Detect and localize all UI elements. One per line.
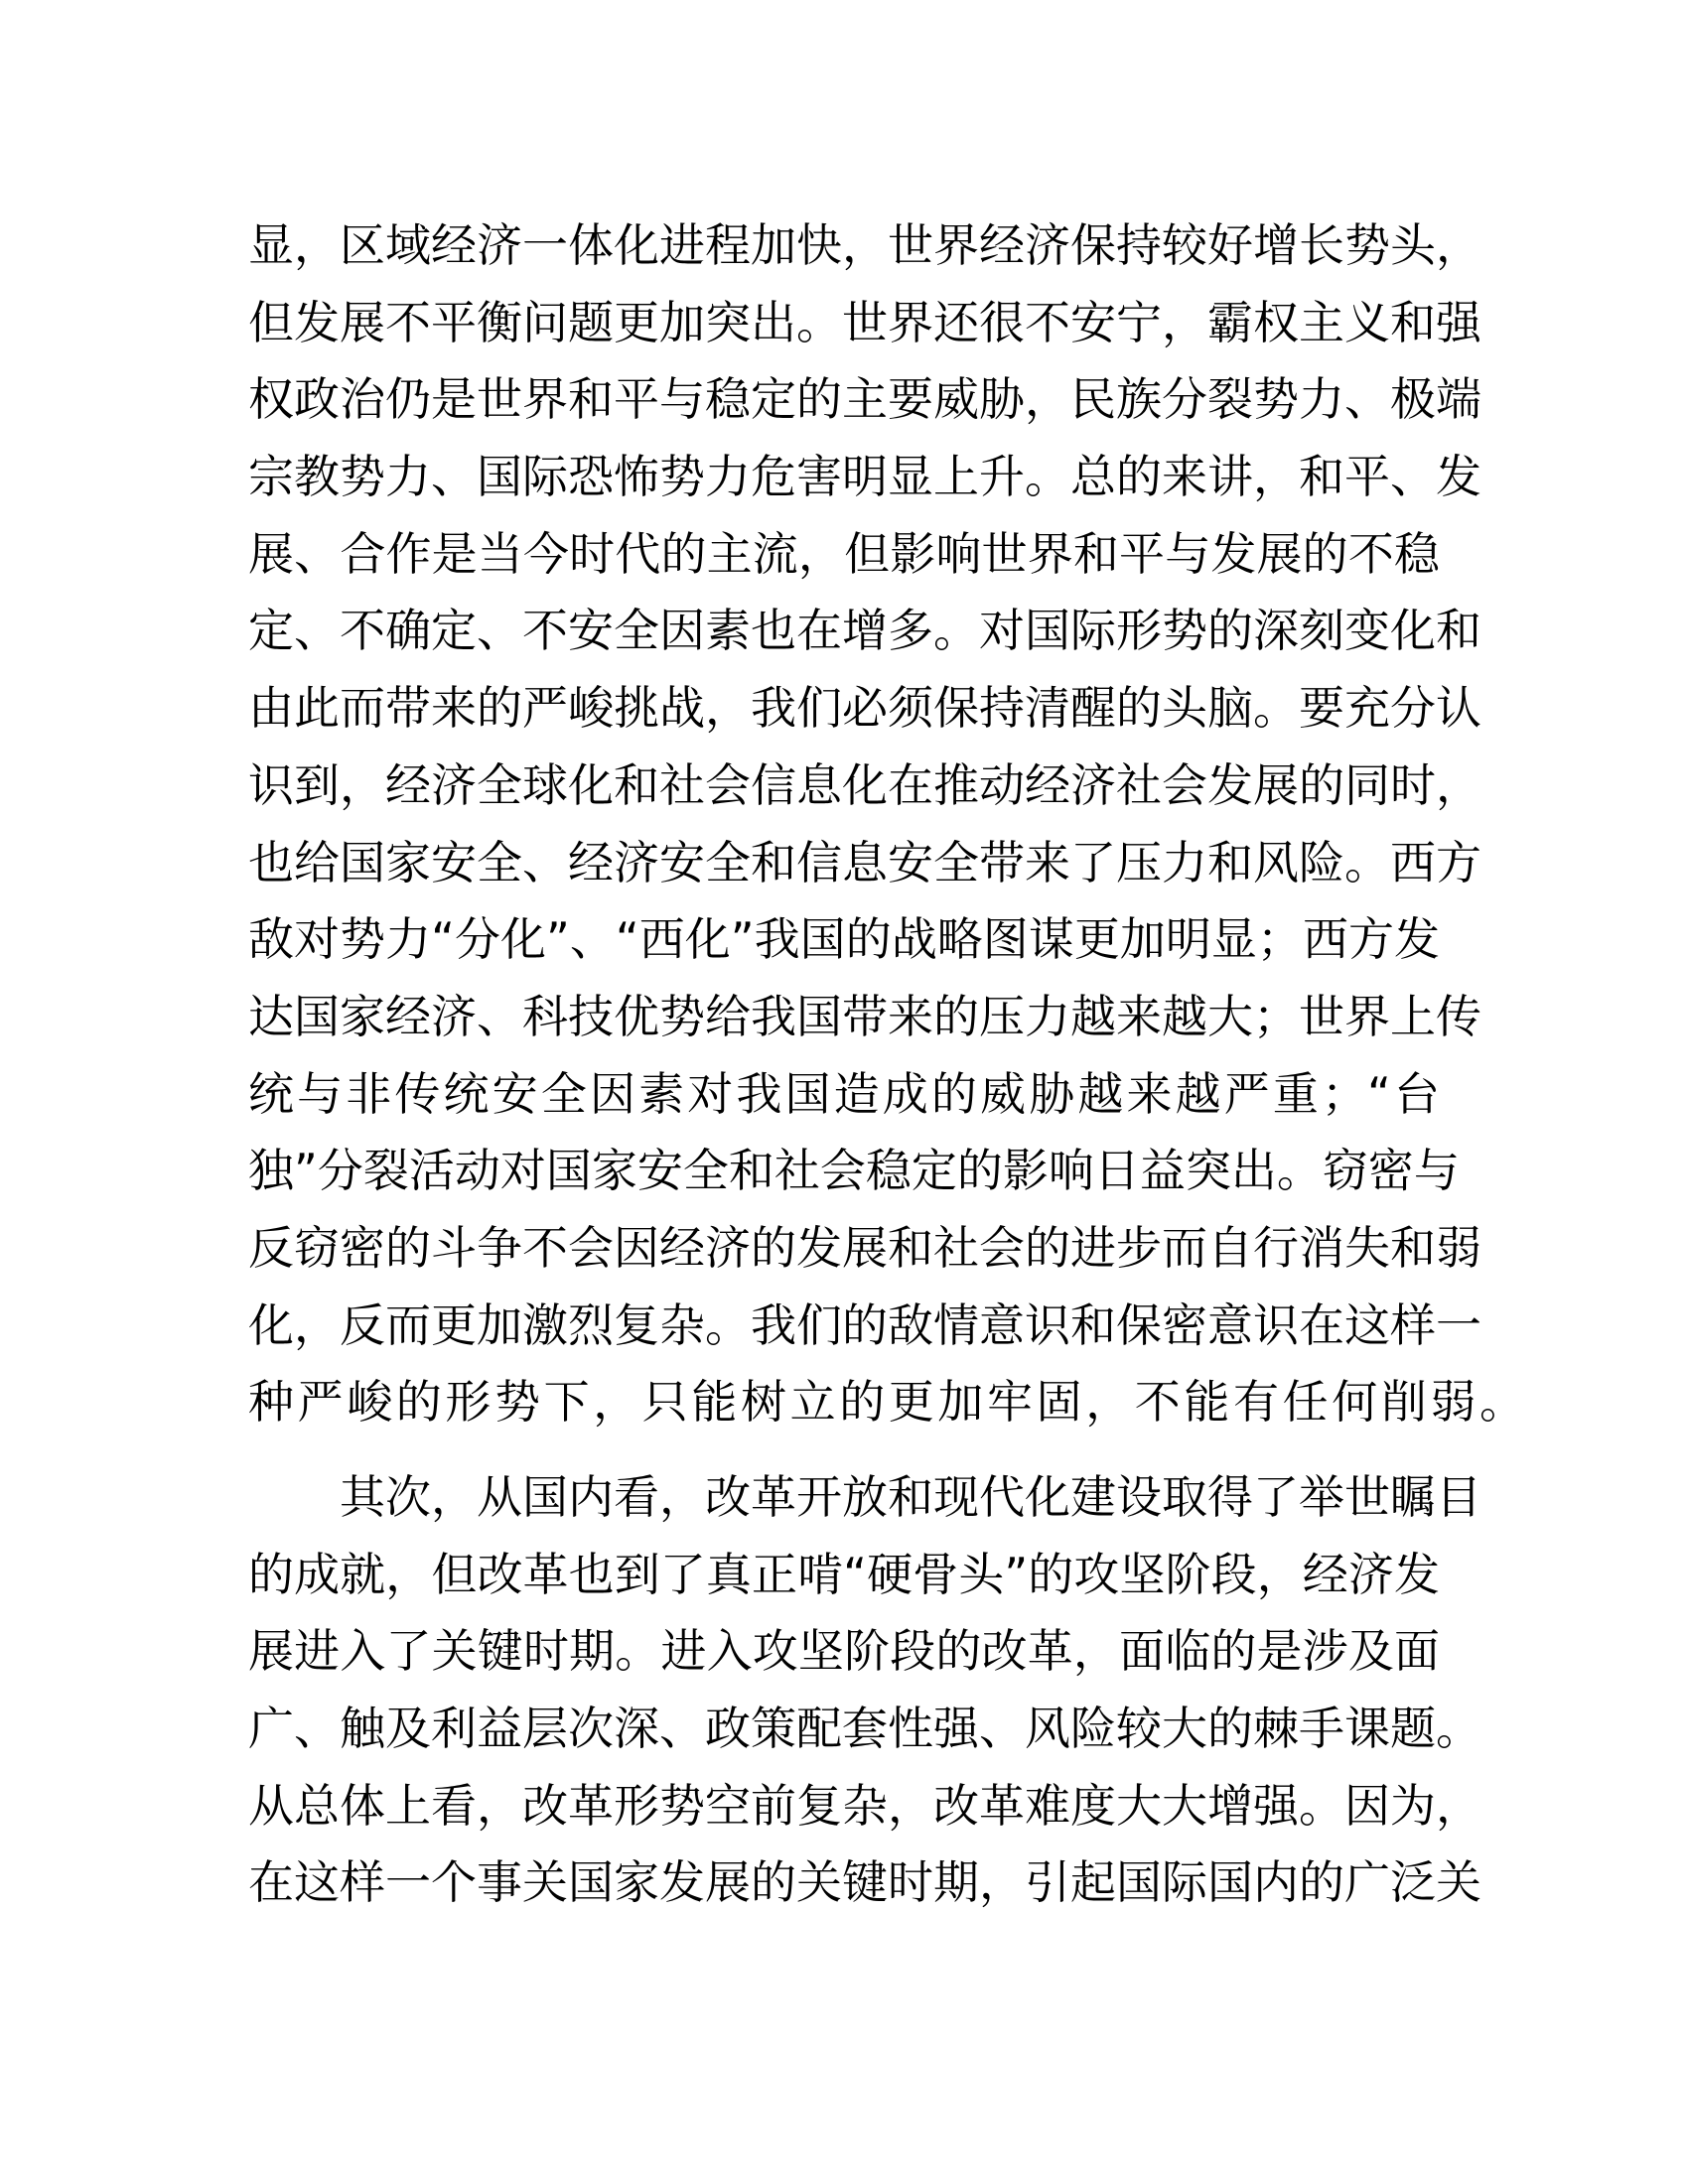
document-page (248, 216, 1529, 1931)
text-line: 识到，经济全球化和社会信息化在推动经济社会发展的同时， (248, 757, 1481, 812)
text-line: 广、触及利益层次深、政策配套性强、风险较大的棘手课题。 (248, 1702, 1481, 1756)
text-line: 但发展不平衡问题更加突出。世界还很不安宁，霸权主义和强 (248, 295, 1481, 349)
text-line: 反窃密的斗争不会因经济的发展和社会的进步而自行消失和弱 (248, 1220, 1481, 1275)
text-line: 定、不确定、不安全因素也在增多。对国际形势的深刻变化和 (248, 604, 1481, 658)
text-line: 在这样一个事关国家发展的关键时期，引起国际国内的广泛关 (248, 1855, 1481, 1910)
text-line: 展进入了关键时期。进入攻坚阶段的改革，面临的是涉及面 (248, 1624, 1440, 1679)
text-line: 独”分裂活动对国家安全和社会稳定的影响日益突出。窃密与 (248, 1144, 1460, 1198)
text-line-last: 种严峻的形势下，只能树立的更加牢固，不能有任何削弱。 (248, 1375, 1529, 1430)
text-line: 敌对势力“分化”、“西化”我国的战略图谋更加明显；西方发 (248, 912, 1440, 967)
text-line: 显，区域经济一体化进程加快，世界经济保持较好增长势头， (248, 218, 1481, 272)
text-line: 从总体上看，改革形势空前复杂，改革难度大大增强。因为， (248, 1778, 1481, 1833)
text-line-indented: 其次，从国内看，改革开放和现代化建设取得了举世瞩目 (340, 1470, 1481, 1524)
paragraph-1 (248, 216, 1529, 1450)
text-line: 的成就，但改革也到了真正啃“硬骨头”的攻坚阶段，经济发 (248, 1547, 1440, 1601)
text-line: 也给国家安全、经济安全和信息安全带来了压力和风险。西方 (248, 835, 1481, 889)
text-line: 权政治仍是世界和平与稳定的主要威胁，民族分裂势力、极端 (248, 372, 1481, 427)
text-line: 宗教势力、国际恐怖势力危害明显上升。总的来讲，和平、发 (248, 450, 1481, 504)
text-line: 由此而带来的严峻挑战，我们必须保持清醒的头脑。要充分认 (248, 681, 1481, 736)
text-line: 统与非传统安全因素对我国造成的威胁越来越严重；“台 (248, 1066, 1440, 1121)
text-line: 达国家经济、科技优势给我国带来的压力越来越大；世界上传 (248, 989, 1481, 1043)
text-line: 展、合作是当今时代的主流，但影响世界和平与发展的不稳 (248, 526, 1440, 581)
text-line: 化，反而更加激烈复杂。我们的敌情意识和保密意识在这样一 (248, 1297, 1481, 1352)
paragraph-2 (248, 1468, 1481, 1931)
